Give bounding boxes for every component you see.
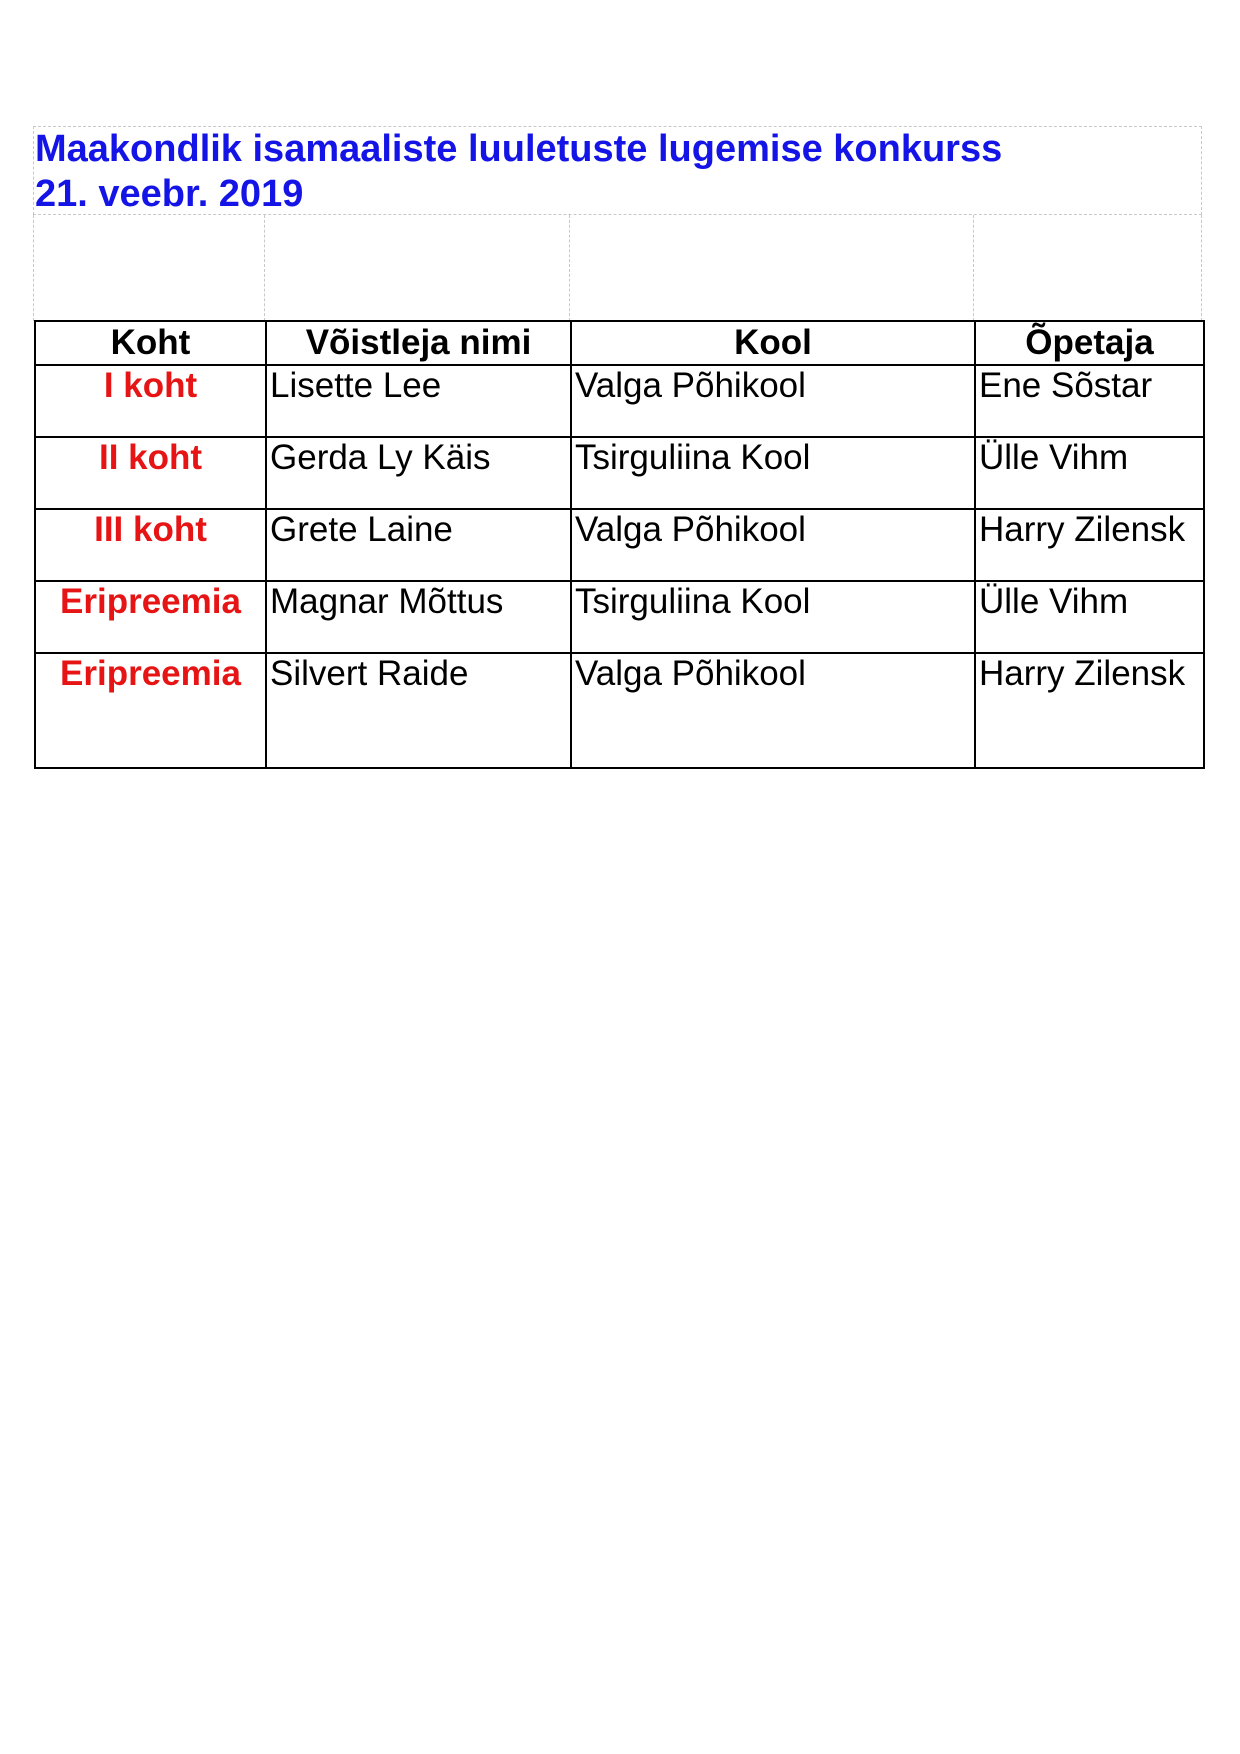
table-row	[35, 581, 1204, 653]
teacher-cell: Harry Zilensk	[975, 653, 1204, 768]
empty-cell	[33, 215, 264, 321]
teacher-cell: Ülle Vihm	[975, 437, 1204, 509]
contestant-name-cell: Silvert Raide	[266, 653, 571, 768]
contestant-name-cell: Gerda Ly Käis	[266, 437, 571, 509]
place-cell: Eripreemia	[35, 581, 266, 653]
empty-cell	[264, 215, 569, 321]
place-cell: I koht	[35, 365, 266, 437]
teacher-cell: Harry Zilensk	[975, 509, 1204, 581]
contestant-name-cell: Magnar Mõttus	[266, 581, 571, 653]
place-cell: Eripreemia	[35, 653, 266, 768]
header-place: Koht	[35, 321, 266, 365]
contestant-name-cell: Lisette Lee	[266, 365, 571, 437]
table-row	[35, 437, 1204, 509]
school-cell: Tsirguliina Kool	[571, 437, 975, 509]
place-cell: II koht	[35, 437, 266, 509]
contestant-name-cell: Grete Laine	[266, 509, 571, 581]
school-cell: Valga Põhikool	[571, 509, 975, 581]
header-school: Kool	[571, 321, 975, 365]
school-cell: Valga Põhikool	[571, 365, 975, 437]
empty-cell	[569, 215, 973, 321]
empty-cell	[973, 215, 1202, 321]
table-row	[35, 365, 1204, 437]
table-header-row	[35, 321, 1204, 365]
teacher-cell: Ene Sõstar	[975, 365, 1204, 437]
teacher-cell: Ülle Vihm	[975, 581, 1204, 653]
school-cell: Valga Põhikool	[571, 653, 975, 768]
results-table	[34, 320, 1205, 769]
header-teacher: Õpetaja	[975, 321, 1204, 365]
header-contestant-name: Võistleja nimi	[266, 321, 571, 365]
document-title: Maakondlik isamaaliste luuletuste lugemise konkurss	[35, 128, 1003, 170]
place-cell: III koht	[35, 509, 266, 581]
table-row	[35, 509, 1204, 581]
school-cell: Tsirguliina Kool	[571, 581, 975, 653]
table-row	[35, 653, 1204, 768]
document-date: 21. veebr. 2019	[35, 173, 304, 215]
empty-spacer-row	[33, 215, 1202, 321]
